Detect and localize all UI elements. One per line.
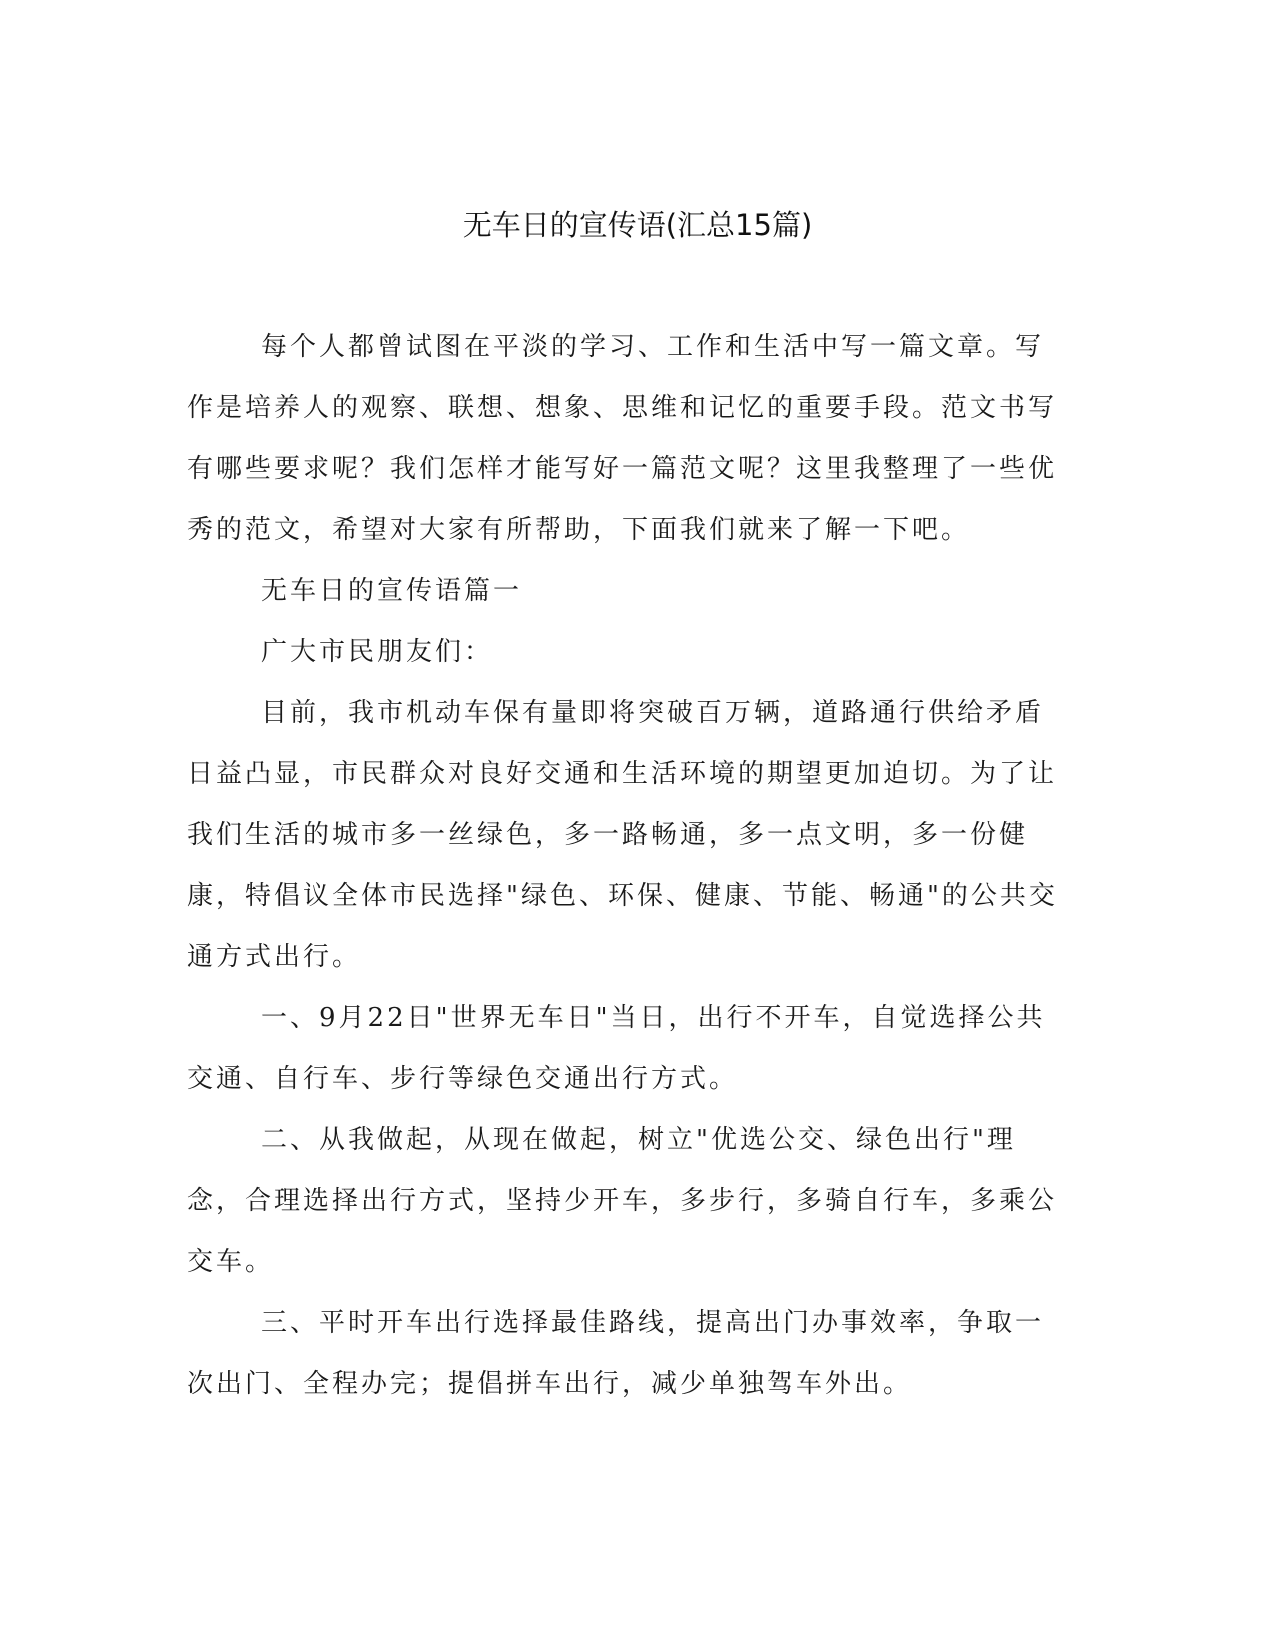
- list-item-2: 二、从我做起，从现在做起，树立"优选公交、绿色出行"理念，合理选择出行方式，坚持少开车，多步行，多骑自行车，多乘公交车。: [187, 1125, 1058, 1277]
- document-body: [187, 317, 1072, 1415]
- body-paragraph: 目前，我市机动车保有量即将突破百万辆，道路通行供给矛盾日益凸显，市民群众对良好交通和生活环境的期望更加迫切。为了让我们生活的城市多一丝绿色，多一路畅通，多一点文明，多一份健康，特倡议全体市民选择"绿色、环保、健康、节能、畅通"的公共交通方式出行。: [187, 698, 1058, 972]
- list-item-1: 一、9月22日"世界无车日"当日，出行不开车，自觉选择公共交通、自行车、步行等绿色交通出行方式。: [187, 1003, 1046, 1094]
- list-item-3: 三、平时开车出行选择最佳路线，提高出门办事效率，争取一次出门、全程办完；提倡拼车出行，减少单独驾车外出。: [187, 1308, 1045, 1399]
- salutation: 广大市民朋友们：: [261, 637, 494, 667]
- section-heading: 无车日的宣传语篇一: [261, 576, 523, 606]
- intro-paragraph: 每个人都曾试图在平淡的学习、工作和生活中写一篇文章。写作是培养人的观察、联想、想象、思维和记忆的重要手段。范文书写有哪些要求呢？我们怎样才能写好一篇范文呢？这里我整理了一些优秀的范文，希望对大家有所帮助，下面我们就来了解一下吧。: [187, 332, 1058, 545]
- document-title: 无车日的宣传语(汇总15篇): [462, 208, 813, 242]
